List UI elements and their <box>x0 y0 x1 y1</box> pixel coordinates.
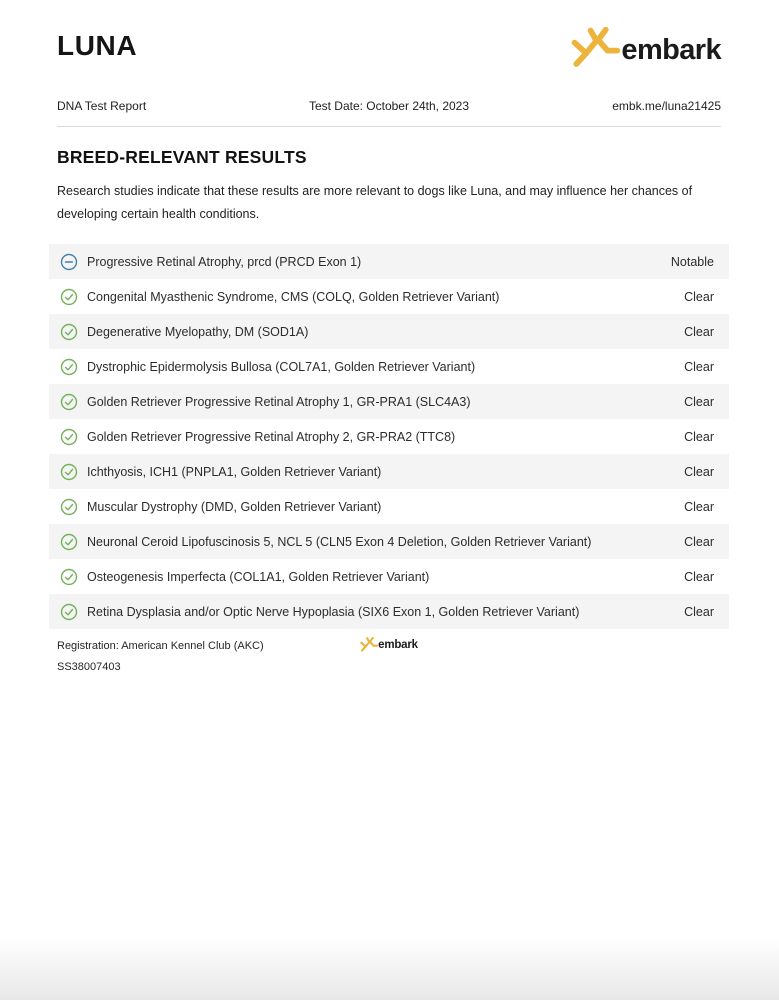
result-row <box>49 454 729 489</box>
condition-name: Retina Dysplasia and/or Optic Nerve Hypoplasia (SIX6 Exon 1, Golden Retriever Variant) <box>87 604 580 619</box>
result-row <box>49 559 729 594</box>
section-description: Research studies indicate that these results are more relevant to dogs like Luna, and may influence her chances of developing certain health conditions. <box>57 184 693 221</box>
check-circle-icon <box>60 393 78 411</box>
result-status: Notable <box>670 254 714 269</box>
result-status: Clear <box>684 324 714 339</box>
condition-name: Neuronal Ceroid Lipofuscinosis 5, NCL 5 (CLN5 Exon 4 Deletion, Golden Retriever Variant) <box>87 534 592 549</box>
result-row <box>49 279 729 314</box>
results-list <box>49 244 729 629</box>
registration-label: Registration: American Kennel Club (AKC) <box>57 640 264 652</box>
result-row <box>49 489 729 524</box>
result-status: Clear <box>684 464 714 479</box>
check-circle-icon <box>60 288 78 306</box>
check-circle-icon <box>60 568 78 586</box>
page-bottom-shadow <box>0 938 779 1000</box>
result-row <box>49 594 729 629</box>
dog-name: LUNA <box>57 30 138 61</box>
footer-embark-logo <box>57 637 721 652</box>
minus-circle-icon <box>60 253 78 271</box>
report-url: embk.me/luna21425 <box>612 99 721 113</box>
footer-embark-wordmark: embark <box>378 638 418 651</box>
check-circle-icon <box>60 533 78 551</box>
result-status: Clear <box>684 359 714 374</box>
result-status: Clear <box>684 499 714 514</box>
result-status: Clear <box>684 569 714 584</box>
result-row <box>49 524 729 559</box>
condition-name: Golden Retriever Progressive Retinal Atrophy 1, GR-PRA1 (SLC4A3) <box>87 394 471 409</box>
condition-name: Progressive Retinal Atrophy, prcd (PRCD Exon 1) <box>87 254 362 269</box>
condition-name: Degenerative Myelopathy, DM (SOD1A) <box>87 324 309 339</box>
condition-name: Ichthyosis, ICH1 (PNPLA1, Golden Retriever Variant) <box>87 464 382 479</box>
result-status: Clear <box>684 394 714 409</box>
check-circle-icon <box>60 323 78 341</box>
embark-dog-icon <box>360 637 378 652</box>
report-footer <box>57 640 721 673</box>
result-status: Clear <box>684 604 714 619</box>
condition-name: Golden Retriever Progressive Retinal Atrophy 2, GR-PRA2 (TTC8) <box>87 429 456 444</box>
condition-name: Dystrophic Epidermolysis Bullosa (COL7A1, Golden Retriever Variant) <box>87 359 476 374</box>
result-status: Clear <box>684 429 714 444</box>
test-date-label: Test Date: October 24th, 2023 <box>308 99 470 113</box>
result-row <box>49 349 729 384</box>
result-row <box>49 244 729 279</box>
condition-name: Osteogenesis Imperfecta (COL1A1, Golden Retriever Variant) <box>87 569 430 584</box>
report-header <box>57 27 721 68</box>
result-row <box>49 419 729 454</box>
result-status: Clear <box>684 534 714 549</box>
result-row <box>49 384 729 419</box>
embark-logo <box>571 27 721 68</box>
condition-name: Congenital Myasthenic Syndrome, CMS (COLQ, Golden Retriever Variant) <box>87 289 500 304</box>
check-circle-icon <box>60 358 78 376</box>
sample-id: SS38007403 <box>57 661 121 673</box>
check-circle-icon <box>60 428 78 446</box>
check-circle-icon <box>60 463 78 481</box>
check-circle-icon <box>60 603 78 621</box>
report-type-label: DNA Test Report <box>57 99 147 113</box>
condition-name: Muscular Dystrophy (DMD, Golden Retriever Variant) <box>87 499 382 514</box>
result-status: Clear <box>684 289 714 304</box>
embark-dog-icon <box>571 27 620 68</box>
result-row <box>49 314 729 349</box>
check-circle-icon <box>60 498 78 516</box>
embark-wordmark: embark <box>621 34 721 66</box>
subheader <box>57 99 721 127</box>
section-title: BREED-RELEVANT RESULTS <box>57 147 307 167</box>
